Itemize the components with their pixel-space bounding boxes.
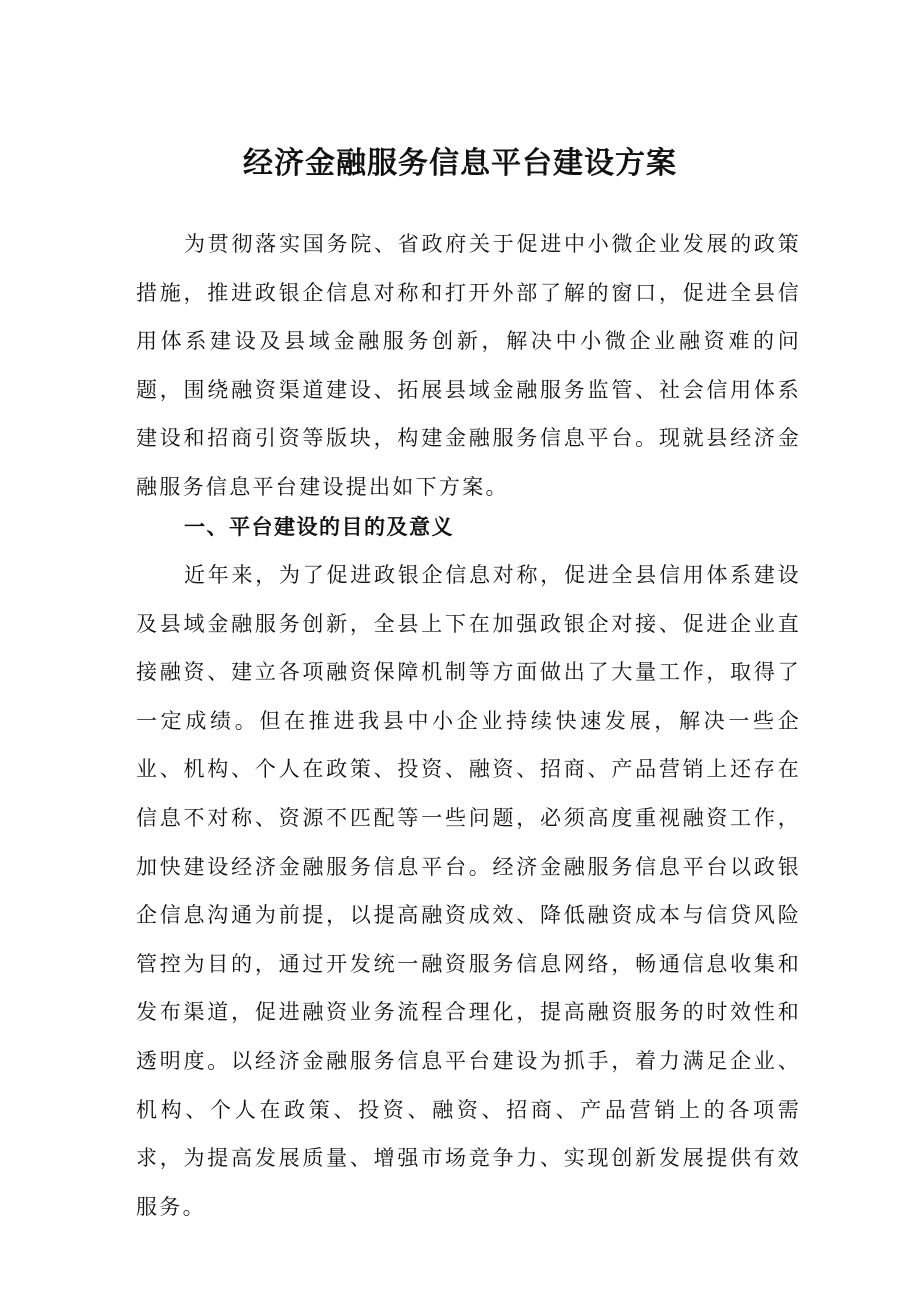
section-heading: 一、平台建设的目的及意义 (184, 515, 454, 539)
intro-paragraph: 为贯彻落实国务院、省政府关于促进中小微企业发展的政策措施，推进政银企信息对称和打开外部了解的窗口，促进全县信用体系建设及县域金融服务创新，解决中小微企业融资难的问题，围绕融资渠道建设、拓展县域金融服务监管、社会信用体系建设和招商引资等版块，构建金融服务信息平台。现就县经济金融服务信息平台建设提出如下方案。 (136, 232, 801, 499)
section-paragraph: 近年来，为了促进政银企信息对称，促进全县信用体系建设及县域金融服务创新，全县上下在加强政银企对接、促进企业直接融资、建立各项融资保障机制等方面做出了大量工作，取得了一定成绩。但在推进我县中小企业持续快速发展，解决一些企业、机构、个人在政策、投资、融资、招商、产品营销上还存在信息不对称、资源不匹配等一些问题，必须高度重视融资工作，加快建设经济金融服务信息平台。经济金融服务信息平台以政银企信息沟通为前提，以提高融资成效、降低融资成本与信贷风险管控为目的，通过开发统一融资服务信息网络，畅通信息收集和发布渠道，促进融资业务流程合理化，提高融资服务的时效性和透明度。以经济金融服务信息平台建设为抓手，着力满足企业、机构、个人在政策、投资、融资、招商、产品营销上的各项需求，为提高发展质量、增强市场竞争力、实现创新发展提供有效服务。 (136, 563, 801, 1219)
document-title: 经济金融服务信息平台建设方案 (243, 146, 677, 181)
